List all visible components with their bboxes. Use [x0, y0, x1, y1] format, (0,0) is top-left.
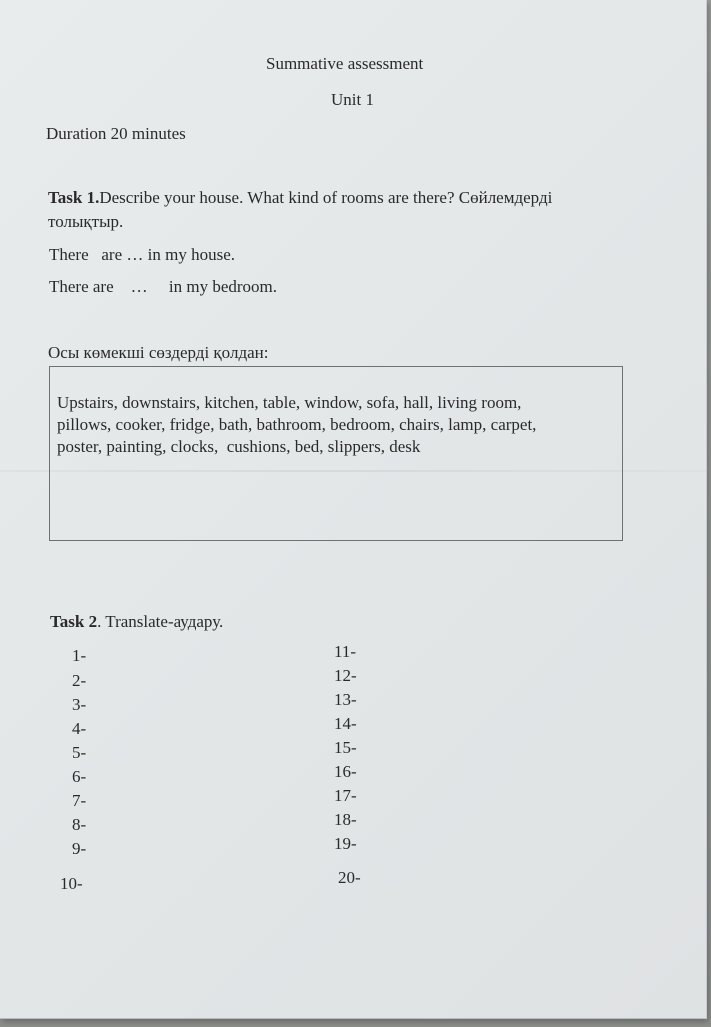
task1-sentence-2: There are … in my bedroom. [49, 277, 278, 296]
task2-label: Task 2 [50, 612, 98, 631]
document-title: Summative assessment [266, 54, 424, 73]
answer-number: 18- [334, 810, 357, 829]
answer-number: 4- [72, 719, 87, 738]
answer-number: 3- [72, 695, 87, 714]
answer-number: 14- [334, 714, 357, 733]
answer-number: 10- [60, 874, 83, 893]
word-bank-line-1: Upstairs, downstairs, kitchen, table, window, sofa, hall, living room, [57, 393, 522, 412]
answer-number: 20- [338, 868, 361, 887]
task1-prompt: Describe your house. What kind of rooms are there? Сөйлемдерді [99, 188, 553, 207]
helper-words-label: Осы көмекші сөздерді қолдан: [48, 343, 269, 362]
answer-number: 7- [72, 791, 87, 810]
task1-sentence-1: There are … in my house. [49, 245, 235, 264]
unit-label: Unit 1 [331, 90, 374, 109]
answer-number: 6- [72, 767, 87, 786]
answer-number: 11- [334, 642, 357, 661]
task1-label: Task 1. [48, 188, 100, 207]
task2-prompt: . Translate-аудару. [97, 612, 224, 631]
answer-number: 19- [334, 834, 357, 853]
answer-number: 2- [72, 671, 87, 690]
word-bank-line-3: poster, painting, clocks, cushions, bed, slippers, desk [57, 437, 421, 456]
answer-number: 15- [334, 738, 357, 757]
task1-heading [48, 188, 552, 208]
word-bank-line-2: pillows, cooker, fridge, bath, bathroom, bedroom, chairs, lamp, carpet, [57, 415, 537, 434]
answer-number: 8- [72, 815, 87, 834]
duration-label: Duration 20 minutes [46, 124, 186, 143]
answer-number: 1- [72, 646, 87, 665]
answer-number: 17- [334, 786, 357, 805]
answer-number: 9- [72, 839, 87, 858]
task2-heading [50, 612, 223, 632]
answer-number: 16- [334, 762, 357, 781]
word-bank-box [49, 366, 623, 541]
answer-number: 5- [72, 743, 87, 762]
answer-number: 13- [334, 690, 357, 709]
answer-number: 12- [334, 666, 357, 685]
task1-prompt-continued: толықтыр. [48, 212, 124, 231]
